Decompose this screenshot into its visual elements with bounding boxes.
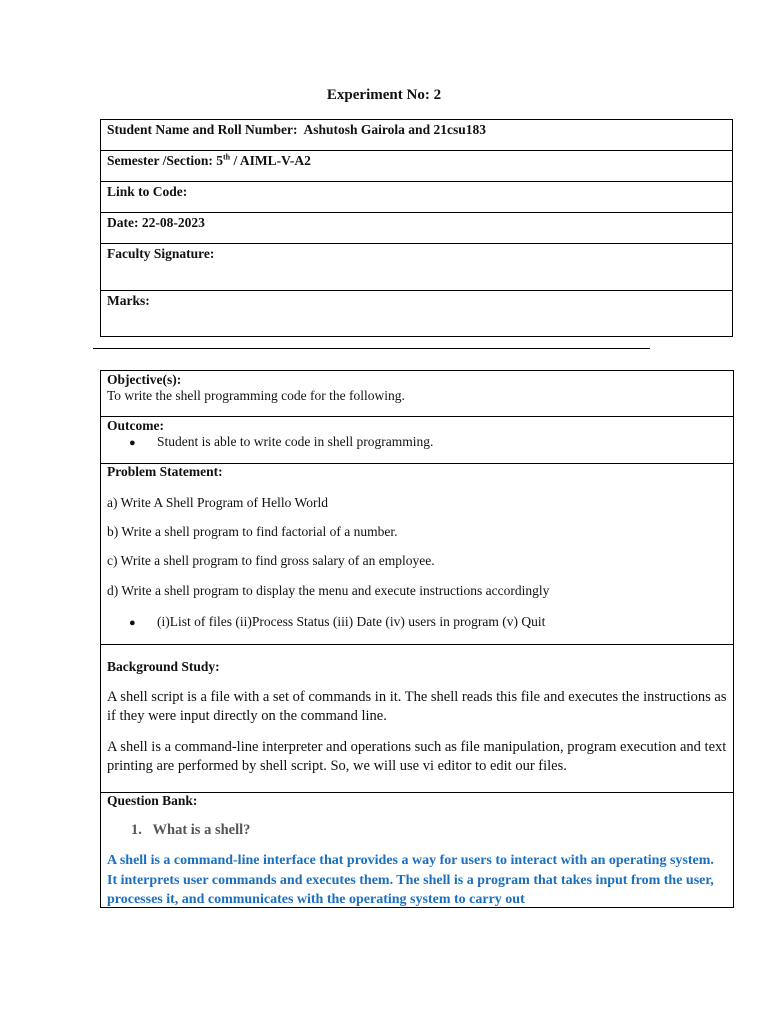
- student-label: Student Name and Roll Number:: [107, 122, 298, 137]
- student-value: Ashutosh Gairola and 21csu183: [303, 122, 486, 137]
- background-section: [101, 645, 733, 793]
- link-label: Link to Code:: [107, 184, 188, 199]
- background-heading: Background Study:: [107, 659, 220, 674]
- outcome-bullet-row: [107, 434, 727, 451]
- question-text: What is a shell?: [152, 822, 251, 838]
- student-row: [101, 120, 733, 151]
- date-row: [101, 213, 733, 244]
- problem-item: c) Write a shell program to find gross salary of an employee.: [107, 553, 435, 568]
- problem-bullet-row: [107, 614, 727, 631]
- question-bank-section: [101, 793, 733, 907]
- outcome-heading: Outcome:: [107, 418, 164, 433]
- outcome-section: [101, 417, 733, 464]
- problem-section: [101, 464, 733, 645]
- problem-item: b) Write a shell program to find factorial of a number.: [107, 524, 398, 539]
- signature-label: Faculty Signature:: [107, 246, 215, 261]
- objective-section: [101, 371, 733, 417]
- problem-bullet-text: (i)List of files (ii)Process Status (iii) Date (iv) users in program (v) Quit: [157, 614, 546, 629]
- experiment-details-table: [100, 370, 734, 908]
- background-paragraph-2: A shell is a command-line interpreter and operations such as file manipulation, program execution and text printing are performed by shell script. So, we will use vi editor to edit our files.: [107, 739, 727, 774]
- date-label: Date: 22-08-2023: [107, 215, 205, 230]
- link-row: [101, 182, 733, 213]
- semester-sup: th: [222, 152, 231, 162]
- problem-item: d) Write a shell program to display the menu and execute instructions accordingly: [107, 583, 550, 598]
- outcome-bullet-text: Student is able to write code in shell programming.: [157, 434, 434, 449]
- semester-row: [101, 151, 733, 182]
- marks-row: [101, 291, 733, 337]
- answer-text: A shell is a command-line interface that provides a way for users to interact with an operating system. It interprets user commands and executes them. The shell is a program that takes input from the user, processes it, and communicates with the operating system to carry out: [107, 853, 714, 907]
- signature-row: [101, 244, 733, 291]
- page-title: Experiment No: 2: [326, 87, 442, 103]
- semester-value: / AIML-V-A2: [230, 153, 311, 168]
- background-paragraph-1: A shell script is a file with a set of commands in it. The shell reads this file and executes the instructions as if they were input directly on the command line.: [107, 689, 727, 724]
- problem-item: a) Write A Shell Program of Hello World: [107, 495, 328, 510]
- question-item: [107, 821, 727, 839]
- divider-line: [93, 348, 650, 349]
- problem-heading: Problem Statement:: [107, 464, 223, 479]
- bullet-icon: ●: [129, 617, 136, 629]
- semester-label: Semester /Section: 5: [107, 153, 223, 168]
- objective-text: To write the shell programming code for the following.: [107, 388, 405, 403]
- question-bank-heading: Question Bank:: [107, 793, 198, 808]
- student-info-table: [100, 119, 733, 337]
- question-number: 1.: [131, 822, 142, 838]
- bullet-icon: ●: [129, 437, 136, 449]
- marks-label: Marks:: [107, 293, 150, 308]
- objective-heading: Objective(s):: [107, 372, 182, 387]
